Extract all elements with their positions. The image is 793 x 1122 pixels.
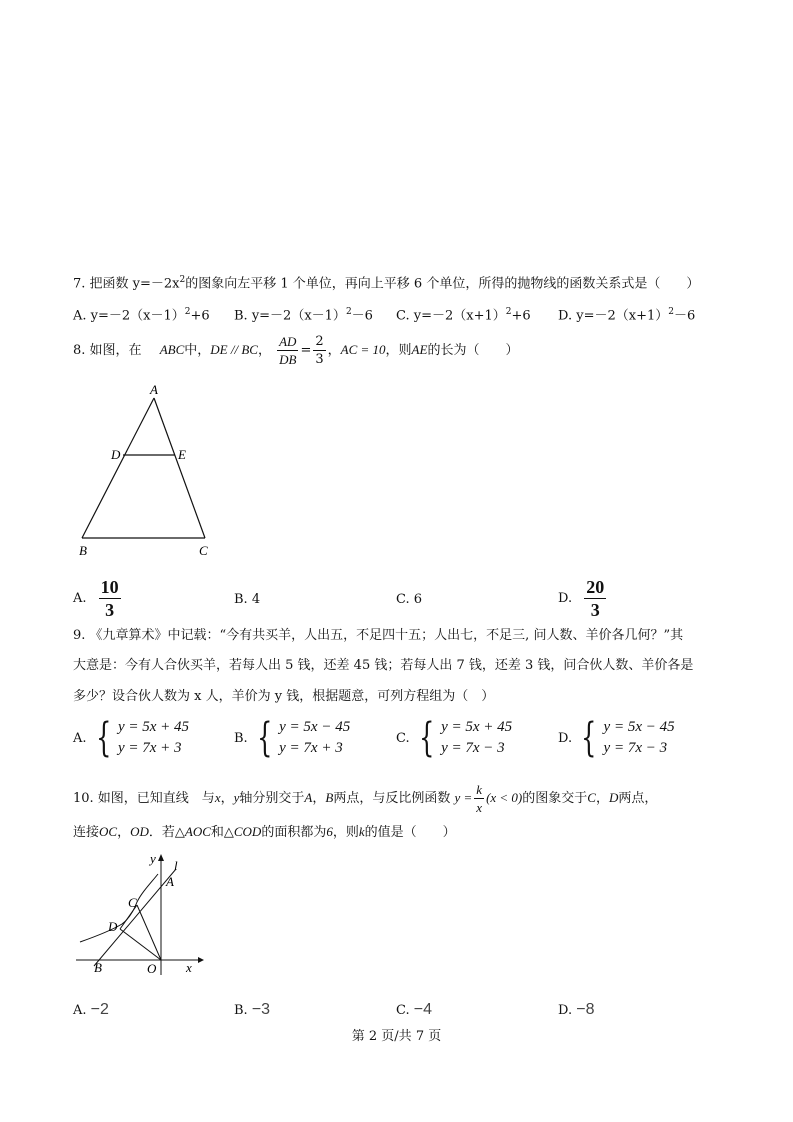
segment-od	[120, 929, 161, 960]
label-a: A	[150, 382, 158, 397]
q10-coordinate-figure	[72, 850, 207, 980]
q8-option-d: D. $\frac{20}{3}$	[558, 577, 605, 620]
label-e: E	[178, 447, 186, 462]
label-d: D	[108, 919, 118, 934]
label-d: D	[111, 447, 121, 462]
q9-line-3: 多少？设合伙人数为 x 人，羊价为 y 钱，根据题意，可列方程组为（ ）	[73, 689, 495, 704]
q7-option-a: A. $y=-2(x-1)^2+6$	[73, 307, 210, 324]
side-ac	[154, 398, 205, 538]
q9-option-c: C. { y = 5x + 45 y = 7x − 3	[396, 715, 513, 761]
two-thirds-fraction: $\frac{2}{3}$	[315, 334, 324, 367]
label-c: C	[199, 543, 208, 558]
q8-option-b: B. 4	[234, 592, 261, 607]
hyperbola-curve	[80, 874, 158, 942]
q10-option-c: C. −4	[396, 1001, 433, 1018]
q10-line-1: 10. 如图，已知直线 与x，y轴分别交于A，B两点，与反比例函数 y = $\frac{k}{x}$ (x < 0)的图象交于C，D两点，	[73, 782, 658, 815]
segment-oc	[137, 905, 161, 960]
q9-option-b: B. { y = 5x − 45 y = 7x + 3	[234, 715, 351, 761]
q7-stem: 7. 把函数 $y=-2x^2$的图象向左平移 1 个单位，再向上平移 6 个单位，所得的抛物线的函数关系式是（ ）	[73, 275, 700, 292]
q10-option-b: B. −3	[234, 1001, 271, 1018]
label-b: B	[94, 960, 102, 975]
q8-option-c: C. 6	[396, 592, 423, 607]
label-b: B	[79, 543, 87, 558]
line-l	[94, 869, 176, 966]
q8-triangle-figure	[70, 380, 230, 565]
q8-option-a: A. $\frac{10}{3}$	[73, 577, 119, 620]
q7-option-d: D. $y=-2(x+1)^2-6$	[558, 307, 696, 324]
q9-line-2: 大意是：今有人合伙买羊，若每人出 5 钱，还差 45 钱；若每人出 7 钱，还差 3 钱，问合伙人数、羊价各是	[73, 658, 694, 673]
q8-stem: 8. 如图，在 ABC中，DE // BC， $\frac{AD}{DB}$ = $\frac{2}{3}$ ，AC = 10，则AE的长为（ ）	[73, 334, 519, 367]
x-axis-arrow-icon	[198, 957, 204, 963]
k-over-x-fraction: $\frac{k}{x}$	[476, 782, 483, 815]
label-x: x	[186, 960, 192, 975]
label-y: y	[150, 851, 156, 866]
page-footer: 第 2 页/共 7 页	[351, 1029, 442, 1044]
q10-option-d: D. −8	[558, 1001, 595, 1018]
q9-option-a: A. { y = 5x + 45 y = 7x + 3	[73, 715, 190, 761]
label-o: O	[147, 961, 157, 976]
label-l: l	[174, 858, 178, 873]
label-c: C	[128, 895, 137, 910]
q10-option-a: A. −2	[73, 1001, 109, 1018]
q7-option-c: C. $y=-2(x+1)^2+6$	[396, 307, 531, 324]
ad-db-fraction: $\frac{AD}{DB}$	[279, 334, 297, 367]
label-a: A	[166, 874, 174, 889]
q10-line-2: 连接OC，OD．若△AOC和△COD的面积都为6，则k的值是（ ）	[73, 824, 456, 840]
q9-line-1: 9. 《九章算术》中记载：“今有共买羊，人出五，不足四十五；人出七，不足三, 问人数、羊价各几何？”其	[73, 628, 684, 643]
q9-option-d: D. { y = 5x − 45 y = 7x − 3	[558, 715, 675, 761]
q7-option-b: B. $y=-2(x-1)^2-6$	[234, 307, 373, 324]
side-ab	[82, 398, 154, 538]
y-axis-arrow-icon	[158, 854, 164, 861]
